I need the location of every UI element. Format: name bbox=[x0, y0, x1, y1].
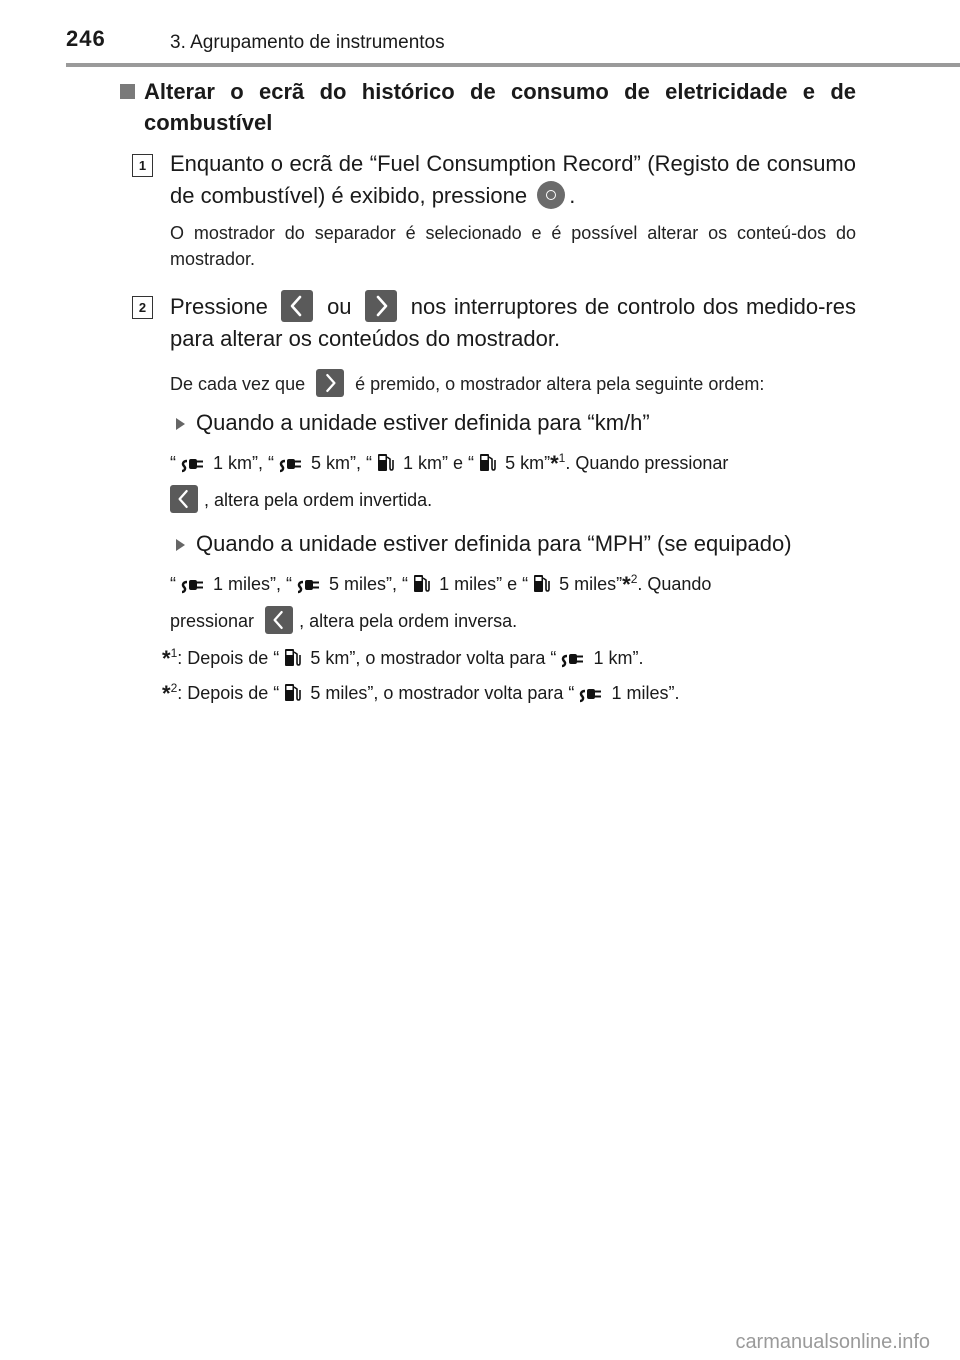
km-item-3: 1 km” e “ bbox=[403, 453, 475, 473]
footnote-1-text-b: 5 km”, o mostrador volta para “ bbox=[310, 648, 557, 668]
section-title-text: Alterar o ecrã do histórico de consumo de eletricidade e de combustível bbox=[144, 79, 856, 135]
triangle-bullet-icon bbox=[176, 418, 185, 430]
step-2-text-b: nos interruptores de controlo dos medido-res para alterar os conteúdos do mostrador. bbox=[170, 294, 856, 351]
step-2-text bbox=[170, 290, 856, 355]
page-number: 246 bbox=[66, 26, 106, 51]
footnote-1-text-c: 1 km”. bbox=[593, 648, 644, 668]
right-arrow-switch-icon bbox=[316, 369, 344, 397]
km-text-reverse: , altera pela ordem invertida. bbox=[204, 490, 433, 510]
footnote-star: * bbox=[550, 451, 559, 476]
fuel-pump-icon bbox=[283, 681, 301, 703]
section-title bbox=[120, 76, 856, 138]
footnote-ref: 1 bbox=[558, 451, 566, 465]
page-header bbox=[0, 0, 960, 66]
fuel-pump-icon bbox=[478, 451, 496, 473]
mph-text-press: pressionar bbox=[170, 611, 255, 631]
odometer-select-button-icon bbox=[537, 181, 565, 209]
footnote-star: * bbox=[162, 646, 171, 671]
left-arrow-switch-icon bbox=[265, 606, 293, 634]
chapter-title: 3. Agrupamento de instrumentos bbox=[170, 32, 445, 53]
mph-item-3: 1 miles” e “ bbox=[439, 574, 529, 594]
footnote-1 bbox=[162, 643, 856, 674]
watermark: carmanualsonline.info bbox=[735, 1331, 930, 1353]
ev-plug-icon bbox=[296, 576, 320, 594]
right-arrow-switch-icon bbox=[365, 290, 397, 322]
left-arrow-switch-icon bbox=[281, 290, 313, 322]
fuel-pump-icon bbox=[412, 572, 430, 594]
triangle-bullet-icon bbox=[176, 539, 185, 551]
footnote-star: * bbox=[622, 572, 631, 597]
mph-text-end: . Quando bbox=[637, 574, 712, 594]
step-1-text bbox=[170, 148, 856, 212]
ev-plug-icon bbox=[578, 685, 602, 703]
footnote-2-text-a: : Depois de “ bbox=[177, 683, 280, 703]
step-2-text-or: ou bbox=[327, 294, 352, 319]
fuel-pump-icon bbox=[532, 572, 550, 594]
step-1-note: O mostrador do separador é selecionado e é possível alterar os conteú-dos do mostrador. bbox=[170, 223, 856, 269]
footnote-2-text-c: 1 miles”. bbox=[611, 683, 680, 703]
step-1 bbox=[120, 148, 856, 272]
footnote-2 bbox=[162, 678, 856, 709]
km-sequence bbox=[170, 445, 856, 518]
km-case-heading bbox=[170, 407, 856, 439]
mph-sequence bbox=[170, 566, 856, 639]
step-number-2: 2 bbox=[132, 296, 153, 319]
ev-plug-icon bbox=[180, 576, 204, 594]
quote: “ bbox=[170, 453, 176, 473]
km-text-end: . Quando pressionar bbox=[565, 453, 729, 473]
footnote-number: 2 bbox=[170, 681, 178, 695]
step-number-1: 1 bbox=[132, 154, 153, 177]
quote: “ bbox=[170, 574, 176, 594]
footnote-number: 1 bbox=[170, 646, 178, 660]
mph-text-reverse: , altera pela ordem inversa. bbox=[299, 611, 518, 631]
section-square-icon bbox=[120, 84, 135, 99]
step-1-text-b: . bbox=[569, 183, 576, 208]
fuel-pump-icon bbox=[283, 646, 301, 668]
left-arrow-switch-icon bbox=[170, 485, 198, 513]
ev-plug-icon bbox=[278, 455, 302, 473]
fuel-pump-icon bbox=[376, 451, 394, 473]
km-item-1: 1 km”, “ bbox=[213, 453, 275, 473]
step-2-note bbox=[170, 369, 856, 397]
step-1-text-a: Enquanto o ecrã de “Fuel Consumption Record” (Registo de consumo de combustível) é exibido, pressione bbox=[170, 151, 856, 208]
footnote-1-text-a: : Depois de “ bbox=[177, 648, 280, 668]
mph-item-4: 5 miles” bbox=[559, 574, 623, 594]
footnote-star: * bbox=[162, 681, 171, 706]
km-item-4: 5 km” bbox=[505, 453, 551, 473]
ev-plug-icon bbox=[560, 650, 584, 668]
footnote-2-text-b: 5 miles”, o mostrador volta para “ bbox=[310, 683, 575, 703]
km-item-2: 5 km”, “ bbox=[311, 453, 373, 473]
mph-case-heading bbox=[170, 528, 856, 560]
step-2-note-b: é premido, o mostrador altera pela seguinte ordem: bbox=[355, 374, 765, 394]
km-case-heading-text: Quando a unidade estiver definida para “km/h” bbox=[196, 410, 650, 435]
step-2-text-a: Pressione bbox=[170, 294, 268, 319]
mph-item-2: 5 miles”, “ bbox=[329, 574, 409, 594]
mph-item-1: 1 miles”, “ bbox=[213, 574, 293, 594]
ev-plug-icon bbox=[180, 455, 204, 473]
footnote-ref: 2 bbox=[630, 572, 638, 586]
header-rule bbox=[66, 63, 960, 67]
step-2-note-a: De cada vez que bbox=[170, 374, 306, 394]
page-content bbox=[120, 76, 856, 709]
mph-case-heading-text: Quando a unidade estiver definida para “MPH” (se equipado) bbox=[196, 531, 792, 556]
step-2 bbox=[120, 290, 856, 709]
